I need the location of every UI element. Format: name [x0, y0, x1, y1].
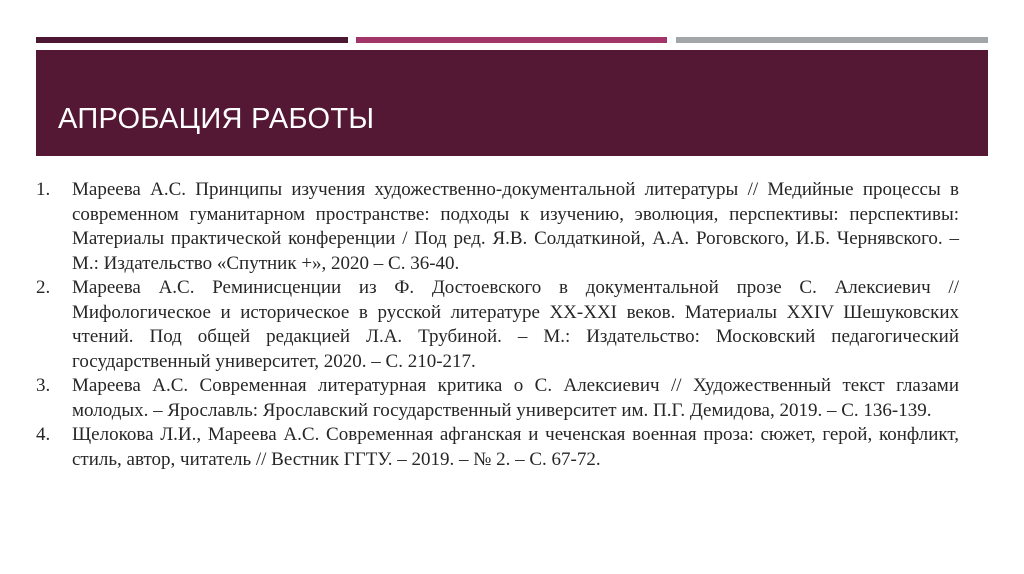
reference-text: Мареева А.С. Современная литературная критика о С. Алексиевич // Художественный текст глазами молодых. – Ярославль: Ярославский государственный университет им. П.Г. Демидова, 2019. – С. 136-139.	[72, 375, 959, 421]
reference-item	[36, 276, 959, 374]
accent-bar-gray	[676, 37, 988, 43]
slide-title: АПРОБАЦИЯ РАБОТЫ	[58, 103, 375, 135]
reference-number: 1.	[36, 179, 51, 200]
reference-item	[36, 178, 959, 276]
accent-bar-dark	[36, 37, 348, 43]
reference-text: Мареева А.С. Принципы изучения художественно-документальной литературы // Медийные процессы в современном гуманитарном пространстве: подходы к изучению, эволюция, перспективы: перспективы: Материалы практической конференции / Под ред. Я.В. Солдаткиной, А.А. Роговского, И.Б. Чернявского. – М.: Издательство «Спутник +», 2020 – С. 36-40.	[72, 179, 959, 274]
accent-bar-magenta	[356, 37, 667, 43]
reference-text: Мареева А.С. Реминисценции из Ф. Достоевского в документальной прозе С. Алексиевич // Мифологическое и историческое в русской литературе XX-XXI веков. Материалы XXIV Шешуковских чтений. Под общей редакцией Л.А. Трубиной. – М.: Издательство: Московский педагогический государственный университет, 2020. – С. 210-217.	[72, 277, 959, 372]
reference-number: 4.	[36, 424, 51, 445]
title-band	[36, 50, 988, 156]
reference-item	[36, 374, 959, 423]
reference-number: 2.	[36, 277, 51, 298]
reference-list	[36, 178, 959, 472]
reference-text: Щелокова Л.И., Мареева А.С. Современная афганская и чеченская военная проза: сюжет, герой, конфликт, стиль, автор, читатель // Вестник ГГТУ. – 2019. – № 2. – С. 67-72.	[72, 424, 959, 470]
reference-item	[36, 423, 959, 472]
reference-number: 3.	[36, 375, 51, 396]
